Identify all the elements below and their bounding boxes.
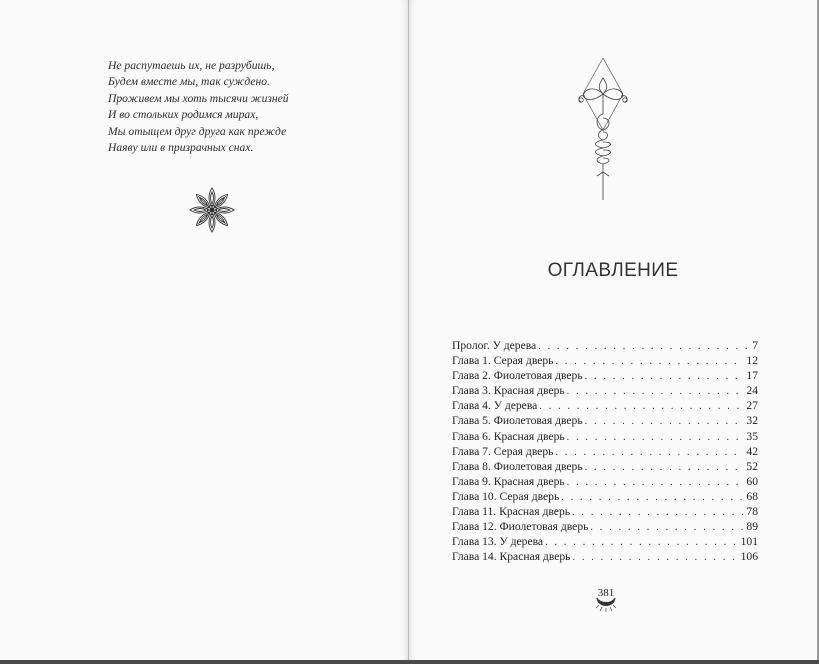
page-number: 381: [597, 587, 615, 599]
toc-leader-dots: [590, 522, 744, 533]
toc-entry-page: 78: [746, 505, 758, 519]
toc-entry-label: Глава 13. У дерева: [452, 535, 544, 549]
toc-entry-page: 24: [746, 384, 758, 398]
toc-entry-page: 106: [740, 550, 758, 564]
toc-leader-dots: [561, 492, 744, 503]
poem-line: И во стольких родимся мирах,: [108, 108, 259, 122]
toc-entry-label: Глава 12. Фиолетовая дверь: [452, 520, 589, 534]
toc-entry-page: 52: [746, 459, 758, 473]
toc-entry: [452, 445, 758, 460]
toc-entry: [452, 339, 758, 354]
toc-entry: [452, 550, 758, 565]
toc-entry: [452, 505, 758, 520]
toc-entry: [452, 399, 758, 414]
toc-entry-label: Глава 6. Красная дверь: [452, 429, 565, 443]
toc-leader-dots: [555, 447, 744, 458]
left-page: [0, 0, 409, 660]
toc-entry-label: Глава 10. Серая дверь: [452, 489, 560, 503]
toc-leader-dots: [545, 537, 739, 548]
toc-leader-dots: [585, 371, 745, 382]
toc-entry-label: Глава 14. Красная дверь: [452, 550, 571, 564]
toc-entry: [452, 354, 758, 369]
toc-leader-dots: [567, 432, 745, 443]
toc-leader-dots: [585, 416, 745, 427]
toc-title: ОГЛАВЛЕНИЕ: [547, 260, 679, 281]
toc-entry-label: Глава 1. Серая дверь: [452, 354, 554, 368]
toc-entry-page: 42: [746, 444, 758, 458]
toc-entry: [452, 520, 758, 535]
toc-entry-label: Глава 9. Красная дверь: [452, 474, 565, 488]
toc-leader-dots: [572, 507, 744, 518]
toc-entry: [452, 490, 758, 505]
toc-entry-label: Глава 3. Красная дверь: [452, 384, 565, 398]
page-number-ornament: [590, 586, 622, 616]
toc-leader-dots: [555, 356, 744, 367]
toc-entry: [452, 384, 758, 399]
toc-entry-label: Пролог. У дерева: [452, 339, 537, 352]
poem-line: Не распутаешь их, не разрубишь,: [108, 59, 275, 72]
toc-leader-dots: [539, 401, 744, 412]
toc-entry-page: 68: [746, 489, 758, 503]
toc-entry: [452, 460, 758, 475]
toc-entry-page: 35: [746, 429, 758, 443]
toc-entry-label: Глава 4. У дерева: [452, 399, 538, 413]
toc-entry-label: Глава 11. Красная дверь: [452, 505, 571, 519]
toc-entry: [452, 430, 758, 445]
poem-line: Наяву или в призрачных снах.: [108, 141, 254, 155]
toc-leader-dots: [572, 552, 738, 563]
toc-entry: [452, 475, 758, 490]
toc-entry-label: Глава 5. Фиолетовая дверь: [452, 414, 583, 428]
table-of-contents: [452, 339, 758, 565]
poem-line: Проживем мы хоть тысячи жизней: [108, 91, 289, 105]
toc-entry-page: 101: [740, 535, 758, 549]
tree-of-life-icon: [575, 58, 631, 200]
toc-entry-page: 89: [746, 520, 758, 534]
toc-entry: [452, 535, 758, 550]
toc-entry-label: Глава 2. Фиолетовая дверь: [452, 369, 583, 383]
page-edge: [0, 660, 819, 664]
toc-entry-page: 7: [752, 339, 758, 352]
toc-leader-dots: [538, 341, 750, 352]
toc-entry-label: Глава 8. Фиолетовая дверь: [452, 459, 583, 473]
toc-entry-page: 17: [746, 369, 758, 383]
toc-entry-label: Глава 7. Серая дверь: [452, 444, 554, 458]
toc-leader-dots: [567, 477, 745, 488]
crescent-moon-icon: [590, 586, 622, 616]
toc-entry: [452, 414, 758, 429]
toc-entry: [452, 369, 758, 384]
toc-entry-page: 27: [746, 399, 758, 413]
poem-line: Мы отыщем друг друга как прежде: [108, 124, 287, 138]
toc-leader-dots: [567, 386, 745, 397]
epigraph-poem: [108, 58, 289, 156]
toc-entry-page: 12: [746, 354, 758, 368]
toc-entry-page: 32: [746, 414, 758, 428]
toc-entry-page: 60: [746, 474, 758, 488]
mandala-flower-icon: [188, 186, 236, 234]
poem-line: Будем вместе мы, так суждено.: [108, 75, 270, 89]
toc-leader-dots: [585, 462, 745, 473]
